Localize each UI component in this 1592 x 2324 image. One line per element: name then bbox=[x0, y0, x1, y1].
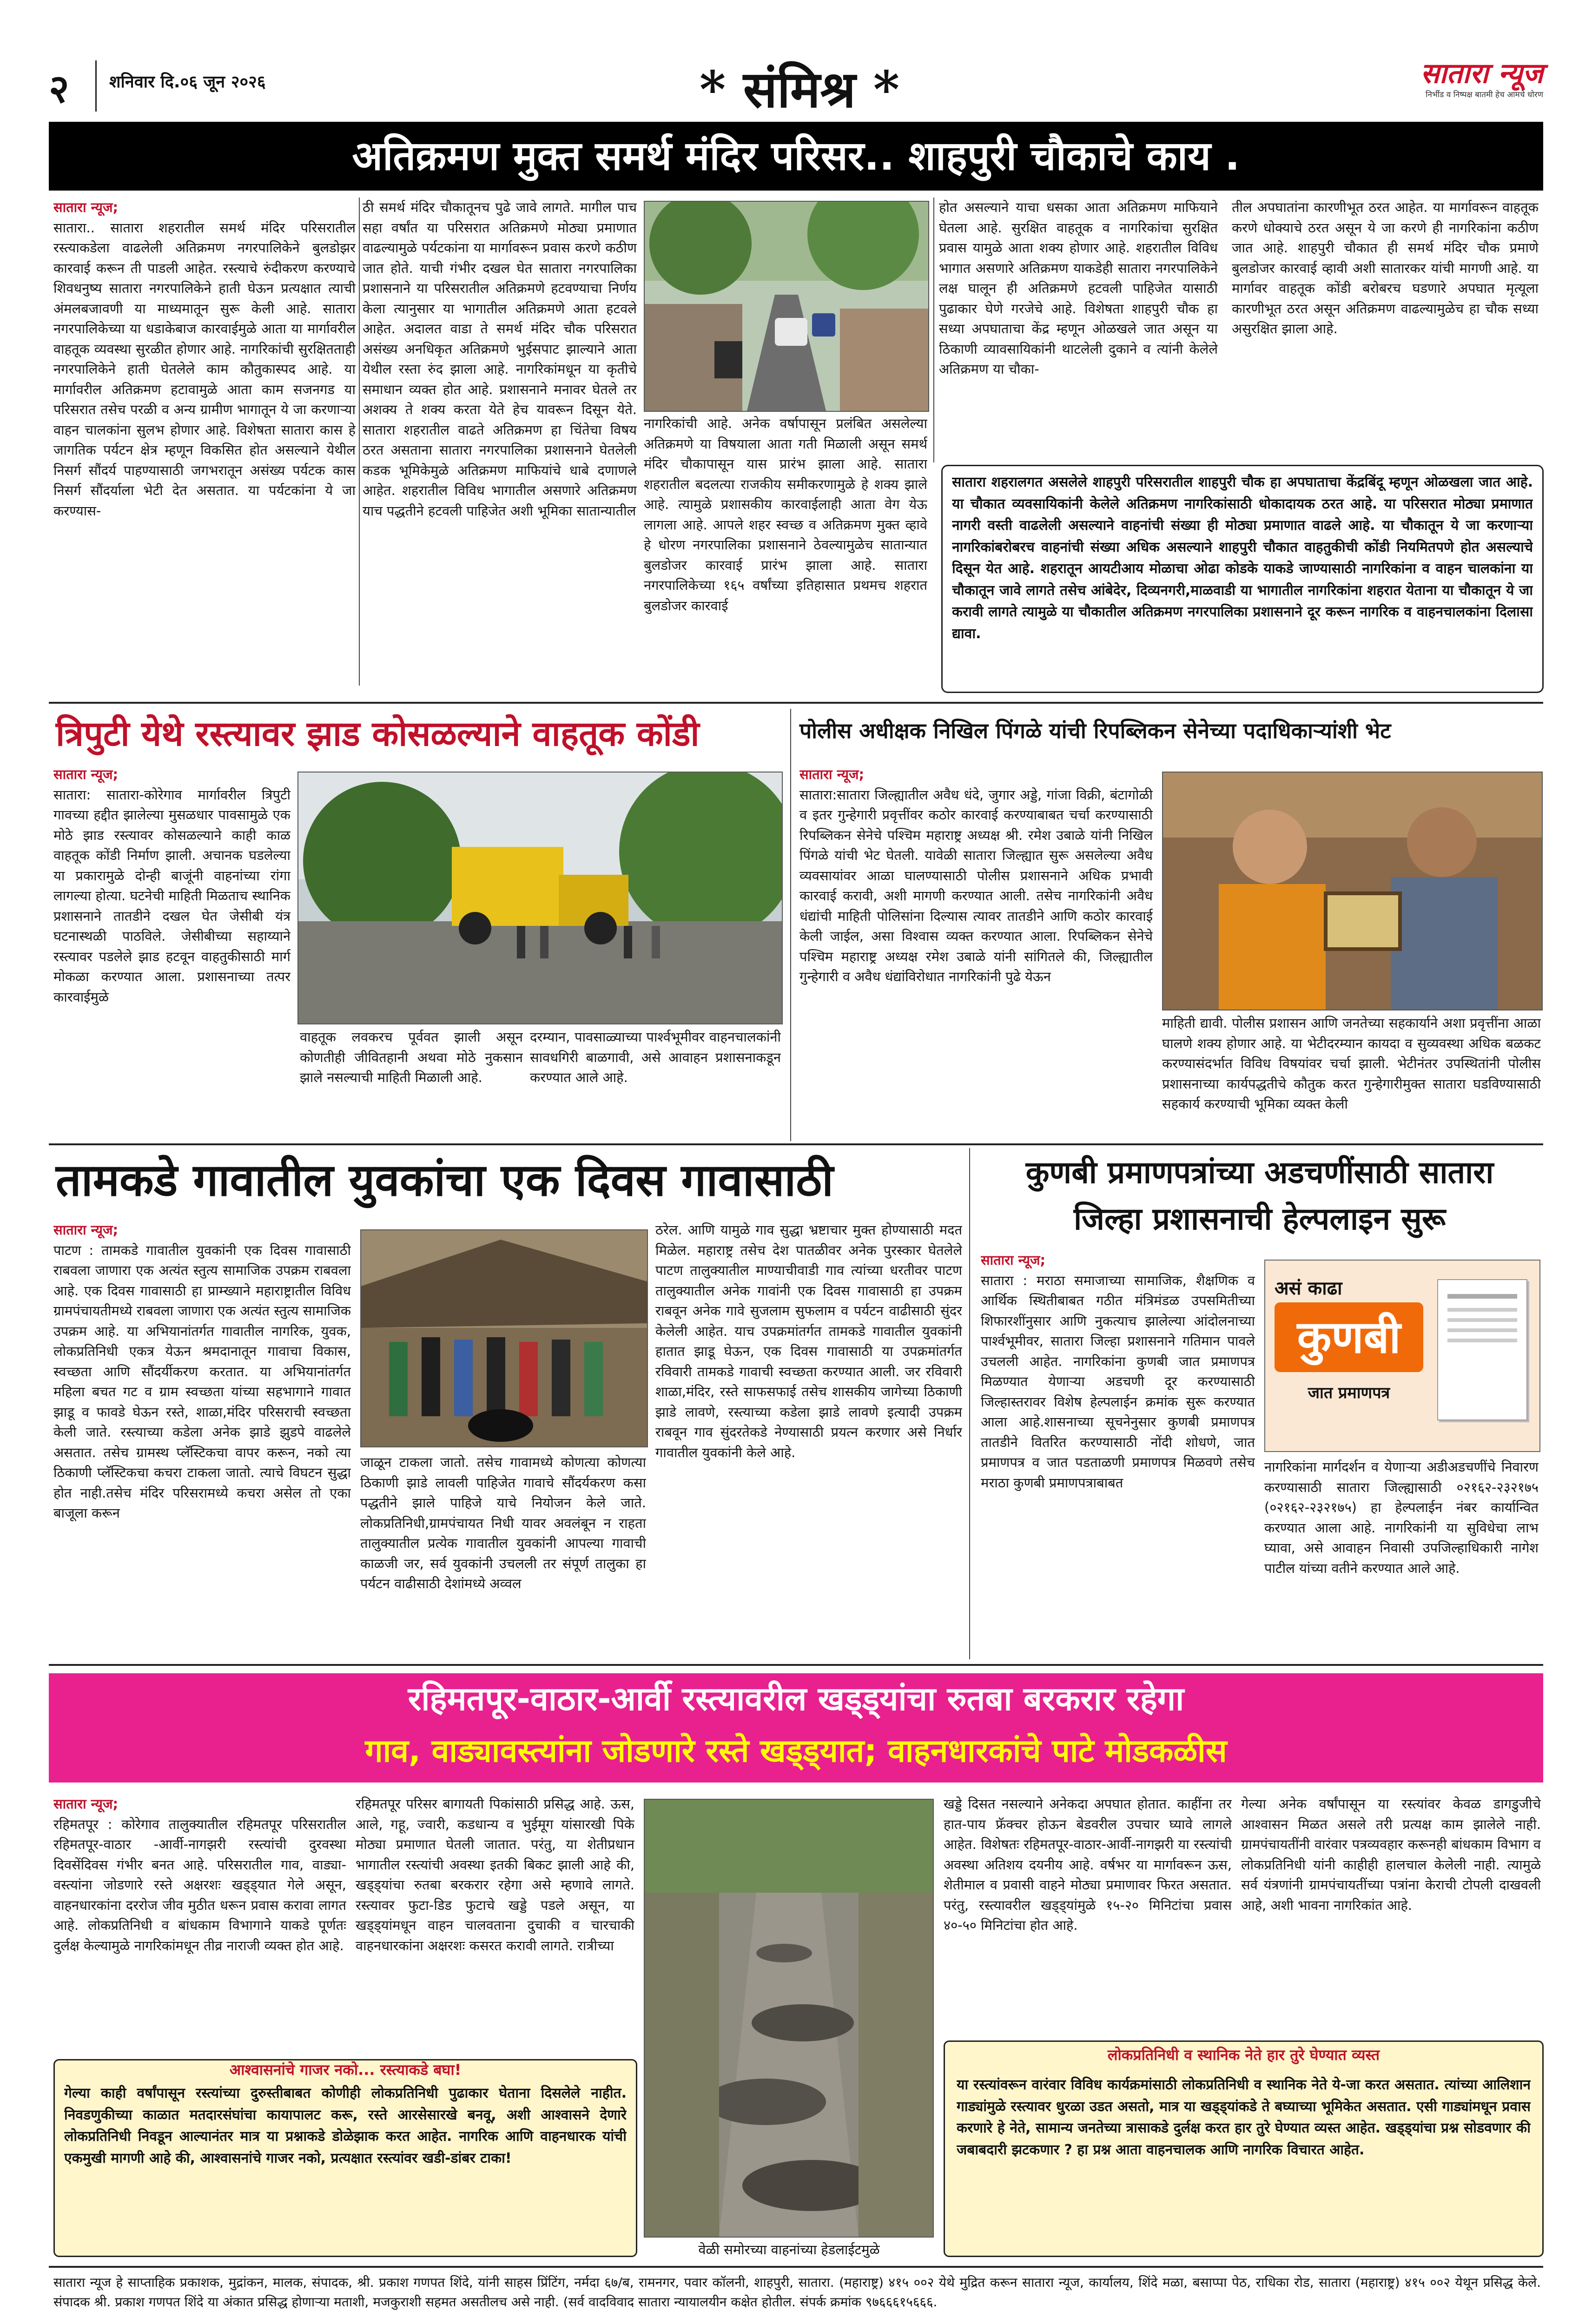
story5-poster bbox=[1264, 1260, 1540, 1452]
story5-col1-text: सातारा : मराठा समाजाच्या सामाजिक, शैक्षणिक व आर्थिक स्थितीबाबत गठीत मंत्रिमंडळ उपसमितीच्या शिफारशींनुसार आणि नुकत्याच झालेल्या आंदोलनाच्या पार्श्वभूमीवर, सातारा जिल्हा प्रशासनाने गतिमान पावले उचलली आहेत. नागरिकांना कुणबी जात प्रमाणपत्र मिळण्यात येणाऱ्या अडचणी दूर करण्यासाठी जिल्हास्तरावर विशेष हेल्पलाईन क्रमांक सुरू करण्यात आला आहे.शासनाच्या सूचनेनुसार कुणबी प्रमाणपत्र तातडीने वितरित करण्यासाठी नोंदी शोधणे, जात प्रमाणपत्र व जात पडताळणी प्रमाणपत्र मिळवणे तसेच मराठा कुणबी प्रमाणपत्राबाबत bbox=[981, 1272, 1255, 1491]
brand-logo bbox=[1339, 58, 1543, 109]
story1-column-2 bbox=[363, 198, 637, 686]
issue-date: शनिवार दि.०६ जून २०२६ bbox=[109, 73, 266, 92]
damaged-road-image bbox=[645, 1800, 933, 2237]
section-divider bbox=[49, 1143, 1543, 1145]
story4-column-2 bbox=[360, 1452, 646, 1657]
story4-column-1 bbox=[53, 1220, 351, 1657]
story6-box1-title: आश्वासनांचे गाजर नको... रस्त्याकडे बघा! bbox=[229, 2061, 462, 2079]
story3-col1-text: सातारा:सातारा जिल्ह्यातील अवैध धंदे, जुगार अड्डे, गांजा विक्री, बंटागोळी व इतर गुन्हेगारी प्रवृत्तींवर कठोर कारवाई करण्याबाबत चर्चा करण्यासाठी रिपब्लिकन सेनेचे पश्चिम महाराष्ट्र अध्यक्ष श्री. रमेश उबाळे यांनी निखिल पिंगळे यांची भेट घेतली. यावेळी सातारा जिल्ह्यात सुरू असलेल्या अवैध व्यवसायांवर आळा घालण्यासाठी पोलीस प्रशासनाने अधिक प्रभावी कारवाई करावी, अशी मागणी करण्यात आली. तसेच नागरिकांनी अवैध धंद्यांची माहिती पोलिसांना दिल्यास त्यावर तातडीने आणि कठोर कारवाई केली जाईल, असा विश्वास व्यक्त करण्यात आला. रिपब्लिकन सेनेचे पश्चिम महाराष्ट्र अध्यक्ष रमेश उबाळे यांनी सांगितले की, जिल्ह्यातील गुन्हेगारी व अवैध धंद्यांविरोधात नागरिकांनी पुढे येऊन bbox=[799, 786, 1153, 984]
story2-fallen-tree-photo bbox=[297, 772, 783, 1024]
story1-headline: अतिक्रमण मुक्त समर्थ मंदिर परिसर.. शाहपुरी चौकाचे काय . bbox=[352, 133, 1240, 179]
imprint-marathi-text: सातारा न्यूज हे साप्ताहिक प्रकाशक, मुद्रांकन, मालक, संपादक, श्री. प्रकाश गणपत शिंदे, यांनी साहस प्रिंटिंग, नर्मदा ६७/ब, रामनगर, पवार कॉलनी, शाहपुरी, सातारा. (महाराष्ट्र) ४१५ ००२ येथे मुद्रित करून सातारा न्यूज, कार्यालय, शिंदे मळा, बसाप्पा पेठ, राधिका रोड, सातारा (महाराष्ट्र) ४१५ ००२ येथून प्रसिद्ध केले. संपादक श्री. प्रकाश गणपत शिंदे या अंकात प्रसिद्ध होणाऱ्या मताशी, मजकुराशी सहमत असतीलच असे नाही. (सर्व वादविवाद सातारा न्यायालयीन कक्षेत होतील. संपर्क क्रमांक ९७६६६१५६६६. bbox=[53, 2275, 1541, 2310]
poster-line3: जात प्रमाणपत्र bbox=[1308, 1384, 1390, 1402]
story6-box2-title: लोकप्रतिनिधी व स्थानिक नेते हार तुरे घेण्यात व्यस्त bbox=[1107, 2046, 1380, 2064]
story6-col3-text: खड्डे दिसत नसल्याने अनेकदा अपघात होतात. काहींना तर हात-पाय फ्रॅक्चर होऊन बेडवरील उपचार घ्यावे लागले आहेत. विशेषतः रहिमतपूर-वाठार-आर्वी-नागझरी या रस्त्यांची अवस्था अतिशय दयनीय आहे. वर्षभर या मार्गावरून ऊस, शेतीमाल व प्रवासी वाहने मोठ्या प्रमाणावर फिरत असतात. परंतु, रस्त्यावरील खड्ड्यांमुळे १५-२० मिनिटांचा प्रवास ४०-५० मिनिटांचा होत आहे. bbox=[944, 1796, 1232, 1933]
column-rule bbox=[933, 198, 934, 462]
story6-col4-text: गेल्या अनेक वर्षांपासून या रस्त्यांवर केवळ डागडुजीचे आश्वासन मिळत असले तरी प्रत्यक्ष काम झालेले नाही. ग्रामपंचायतींनी वारंवार पत्रव्यवहार करूनही बांधकाम विभाग व लोकप्रतिनिधी यांनी काहीही हालचाल केलेली नाही. त्यामुळे सर्व यंत्रणांनी ग्रामपंचायतींच्या पत्रांना केराची टोपली दाखवली आहे, अशी भावना नागरिकांत आहे. bbox=[1241, 1796, 1541, 1913]
story3-col2-text: माहिती द्यावी. पोलीस प्रशासन आणि जनतेच्या सहकार्याने अशा प्रवृत्तींना आळा घालणे शक्य होणार आहे. या भेटीदरम्यान कायदा व सुव्यवस्था अधिक बळकट करण्यासंदर्भात विविध विषयांवर चर्चा झाली. भेटीनंतर उपस्थितांनी पोलीस प्रशासनाच्या कार्यपद्धतीचे कौतुक करत गुन्हेगारीमुक्त सातारा घडविण्यासाठी सहकार्य करण्याची भूमिका व्यक्त केली bbox=[1162, 1015, 1541, 1112]
story3-byline: सातारा न्यूज; bbox=[799, 766, 865, 782]
story1-col3-text: नागरिकांची आहे. अनेक वर्षापासून प्रलंबित असलेल्या अतिक्रमणे या विषयाला आता गती मिळाली असून समर्थ मंदिर चौकापासून यास प्रारंभ झाला आहे. सातारा शहरातील बदलत्या राजकीय समीकरणामुळे हे शक्य झाले आहे. त्यामुळे प्रशासकीय कारवाईलाही आता वेग येऊ लागला आहे. आपले शहर स्वच्छ व अतिक्रमण मुक्त व्हावे हे धोरण नगरपालिका प्रशासनाने ठेवल्यामुळेच सातान्यात बुलडोजर कारवाई प्रारंभ झाला आहे. सातारा नगरपालिकेच्या १६५ वर्षांच्या इतिहासात प्रथमच शहरात बुलडोजर कारवाई bbox=[644, 416, 927, 614]
story1-headline-bar bbox=[49, 122, 1543, 191]
story1-col4-text: होत असल्याने याचा धसका आता अतिक्रमण माफियाने घेतला आहे. सुरक्षित वाहतूक व नागरिकांचा सुरक्षित प्रवास यामुळे आता शक्य होणार आहे. शहरातील विविध भागात असणारे अतिक्रमण याकडेही सातारा नगरपालिकेने लक्ष घालून ही अतिक्रमणे हटवली पाहिजेत यासाठी पुढाकार घेणे गरजेचे आहे. विशेषता शाहपुरी चौक हा सध्या अपघाताचा केंद्र म्हणून ओळखले जात असून या ठिकाणी व्यावसायिकांनी थाटलेली दुकाने व त्यांनी केलेले अतिक्रमण या चौका- bbox=[939, 199, 1218, 377]
story1-street-photo bbox=[644, 201, 929, 412]
story6-box2 bbox=[944, 2040, 1544, 2257]
story5-headline-line1: कुणबी प्रमाणपत्रांच्या अडचणींसाठी सातारा bbox=[1025, 1155, 1494, 1190]
story3-meeting-photo bbox=[1162, 772, 1543, 1010]
fallen-tree-image bbox=[298, 772, 782, 1023]
brand-tagline: निर्भीड व निष्पक्ष बातमी हेच आमचे धोरण bbox=[1426, 90, 1543, 99]
story6-column-4 bbox=[1241, 1794, 1541, 2036]
story1-column-5 bbox=[1232, 198, 1539, 460]
section-divider bbox=[49, 1664, 1543, 1666]
story3-column-1 bbox=[799, 765, 1153, 1136]
story2-caption-1 bbox=[300, 1027, 523, 1136]
story5-column-1 bbox=[981, 1250, 1255, 1655]
story6-col1-text: रहिमतपूर : कोरेगाव तालुक्यातील रहिमतपूर परिसरातील रहिमतपूर-वाठार -आर्वी-नागझरी रस्त्यांची दुरवस्था दिवसेंदिवस गंभीर बनत आहे. परिसरातील गाव, वाड्या-वस्त्यांना जोडणारे रस्ते अक्षरशः खड्ड्यात गेले असून, वाहनधारकांना दररोज जीव मुठीत धरून प्रवास करावा लागत आहे. लोकप्रतिनिधी व बांधकाम विभागाने याकडे पूर्णतः दुर्लक्ष केल्यामुळे नागरिकांमधून तीव्र नाराजी व्यक्त होत आहे. bbox=[53, 1816, 346, 1954]
story2-column-1 bbox=[53, 765, 291, 1136]
story6-photo-caption: वेळी समोरच्या वाहनांच्या हेडलाईटमुळे bbox=[698, 2242, 880, 2258]
story2-caption-2 bbox=[530, 1027, 781, 1136]
story4-cleanup-photo bbox=[360, 1229, 648, 1447]
story3-column-2 bbox=[1162, 1013, 1541, 1136]
section-title: * संमिश्र * bbox=[699, 60, 900, 119]
masthead-divider bbox=[95, 60, 97, 112]
story2-byline: सातारा न्यूज; bbox=[53, 766, 119, 782]
story4-col3-text: ठरेल. आणि यामुळे गाव सुद्धा भ्रष्टाचार मुक्त होण्यासाठी मदत मिळेल. महाराष्ट्र तसेच देश पातळीवर अनेक पुरस्कार घेतलेले पाटण तालुक्यातील माण्याचीवाडी गाव त्यांच्या धरतीवर पाटण तालुक्यातील अनेक गावांनी एक दिवस गावासाठी हा उपक्रम राबवून अनेक गावे सुजलाम सुफलाम व पर्यटन वाढीसाठी सुंदर केलेली आहेत. याच उपक्रमांतर्गत तामकडे गावातील युवकांनी हातात झाडू घेऊन, एक दिवस गावासाठी या उपक्रमांतर्गत रविवारी तामकडे गावाची स्वच्छता करण्यात आली. जर रविवारी शाळा,मंदिर, रस्ते साफसफाई तसेच शासकीय जागेच्या ठिकाणी झाडे लावणे, रस्त्याच्या कडेला झाडे लावणे इत्यादी उपक्रम राबवून गाव सुंदरतेकडे नेण्यासाठी प्रयत्न करणार असे निर्धार गावातील युवकांनी केले आहे. bbox=[655, 1222, 962, 1460]
story5-col2-text: नागरिकांना मार्गदर्शन व येणाऱ्या अडीअडचणींचे निवारण करण्यासाठी सातारा जिल्ह्यासाठी ०२१६२-२३२१७५ (०२१६२-२३२१७५) हा हेल्पलाईन नंबर कार्यान्वित करण्यात आला आहे. नागरिकांनी या सुविधेचा लाभ घ्यावा, असे आवाहन निवासी उपजिल्हाधिकारी नागेश पाटील यांच्या वतीने करण्यात आले आहे. bbox=[1264, 1459, 1539, 1576]
story1-box-text: सातारा शहरालगत असलेले शाहपुरी परिसरातील शाहपुरी चौक हा अपघाताचा केंद्रबिंदू म्हणून ओळखला जात आहे. या चौकात व्यवसायिकांनी केलेले अतिक्रमण नागरिकांसाठी धोकादायक ठरत आहे. या परिसरात मोठ्या प्रमाणात नागरी वस्ती वाढलेली असल्याने वाहनांची संख्या ही मोठ्या प्रमाणात वाढले आहे. या चौकातून ये जा करणाऱ्या नागरिकांबरोबरच वाहनांची संख्या अधिक असल्याने शाहपुरी चौकात वाहतुकीची कोंडी नियमितपणे होत असल्याचे दिसून येत आहे. शहरातून आयटीआय मोळाचा ओढा कोडके याकडे जाण्यासाठी नागरिकांना व वाहन चालकांना या चौकातून जावे लागते तसेच आंबेदेर, दिव्यनगरी,माळवाडी या भागातील नागरिकांना शहरात येताना या चौकातून ये जा करावी लागते त्यामुळे या चौकातील अतिक्रमण नगरपालिका प्रशासनाने दूर करून नागरिक व वाहनचालकांना दिलासा द्यावा. bbox=[952, 474, 1533, 642]
story6-headline-line1: रहिमतपूर-वाठार-आर्वी रस्त्यावरील खड्ड्यांचा रुतबा बरकरार रहेगा bbox=[408, 1680, 1184, 1718]
story4-col2-text: जाळून टाकला जातो. तसेच गावामध्ये कोणत्या कोणत्या ठिकाणी झाडे लावली पाहिजेत गावाचे सौंदर्यकरण कसा पद्धतीने झाले पाहिजे याचे नियोजन केले जाते. लोकप्रतिनिधी,ग्रामपंचायत निधी यावर अवलंबून न राहता तालुक्यातील प्रत्येक गावातील युवकांनी आपल्या गावाची काळजी जर, सर्व युवकांनी उचलली तर संपूर्ण तालुका हा पर्यटन वाढीसाठी देशांमध्ये अव्वल bbox=[360, 1454, 646, 1591]
meeting-image bbox=[1163, 772, 1542, 1010]
story4-col1-text: पाटण : तामकडे गावातील युवकांनी एक दिवस गावासाठी राबवला जाणारा एक अत्यंत स्तुत्य सामाजिक उपक्रम राबवला आहे. एक दिवस गावासाठी हा प्राम्ख्याने महाराष्ट्रातील विविध ग्रामपंचायतीमध्ये राबवला जाणारा एक अत्यंत स्तुत्य सामाजिक उपक्रम आहे. या अभियानांतर्गत गावातील नागरिक, युवक, लोकप्रतिनिधी एकत्र येऊन श्रमदानातून गावाचा विकास, स्वच्छता आणि सौंदर्यीकरण करतात. या अभियानांतर्गत महिला बचत गट व ग्राम स्वच्छता यांच्या सहभागाने गावात झाडू व फावडे घेऊन रस्ते, शाळा,मंदिर परिसराची स्वच्छता केली जाते. रस्त्याच्या कडेला अनेक झाडे झुडपे वाढलेले असतात. तसेच ग्रामस्थ प्लॅस्टिकचा वापर करून, नको त्या ठिकाणी प्लॅस्टिकचा कचरा टाकला जातो. त्याचे विघटन सुद्धा होत नाही.तसेच मंदिर परिसरामध्ये कचरा असेल तो एका बाजूला करून bbox=[53, 1242, 351, 1521]
story5-column-2 bbox=[1264, 1457, 1539, 1655]
column-rule bbox=[790, 709, 791, 1141]
story6-column-3 bbox=[944, 1794, 1232, 2036]
story6-box2-text: या रस्त्यांवरून वारंवार विविध कार्यक्रमांसाठी लोकप्रतिनिधी व स्थानिक नेते ये-जा करत असतात. त्यांच्या आलिशान गाड्यांमुळे रस्त्यावर धुरळा उडत असतो, मात्र या खड्ड्यांकडे ते बघ्याच्या भूमिकेत असतात. एसी गाड्यांमधून प्रवास करणारे हे नेते, सामान्य जनतेच्या त्रासाकडे दुर्लक्ष करत हार तुरे घेण्यात व्यस्त आहेत. खड्ड्यांचा प्रश्न सोडवणार की जबाबदारी झटकणार ? हा प्रश्न आता वाहनचालक आणि नागरिक विचारत आहेत. bbox=[957, 2077, 1531, 2158]
story4-column-3 bbox=[655, 1220, 962, 1657]
story6-box1-text: गेल्या काही वर्षांपासून रस्त्यांच्या दुरुस्तीबाबत कोणीही लोकप्रतिनिधी पुढाकार घेताना दिसलेले नाहीत. निवडणुकीच्या काळात मतदारसंघांचा कायापालट करू, रस्ते आरसेसारखे बनवू, अशी आश्वासने देणारे लोकप्रतिनिधी निवडून आल्यानंतर मात्र या प्रश्नाकडे डोळेझाक करत आहेत. नागरिक आणि वाहनधारक यांची एकमुखी मागणी आहे की, आश्वासनांचे गाजर नको, प्रत्यक्षात रस्त्यांवर खडी-डांबर टाका! bbox=[64, 2085, 627, 2166]
story1-column-1 bbox=[53, 198, 356, 686]
poster-line1: असं काढा bbox=[1275, 1278, 1342, 1299]
story6-col2-text: रहिमतपूर परिसर बागायती पिकांसाठी प्रसिद्ध आहे. ऊस, आले, गहू, ज्वारी, कडधान्य व भुईमूग यांसारखी पिके मोठ्या प्रमाणात घेतली जातात. परंतु, या शेतीप्रधान भागातील रस्त्यांची अवस्था इतकी बिकट झाली आहे की, खड्ड्यांचा रुतबा बरकरार रहेगा असे म्हणावे लागते. रस्त्यावर फुटा-डिड फुटाचे खड्डे पडले असून, या खड्ड्यांमधून वाहन चालवताना दुचाकी व चारचाकी वाहनधारकांना अक्षरशः कसरत करावी लागते. रात्रीच्या bbox=[356, 1796, 634, 1954]
story6-byline: सातारा न्यूज; bbox=[53, 1796, 119, 1812]
story2-cap1-text: वाहतूक लवकरच पूर्ववत झाली असून कोणतीही जीवितहानी अथवा मोठे नुकसान झाले नसल्याची माहिती मिळाली आहे. bbox=[300, 1029, 523, 1085]
page-number: २ bbox=[49, 66, 69, 112]
story4-headline: तामकडे गावातील युवकांचा एक दिवस गावासाठी bbox=[56, 1154, 833, 1206]
story1-highlight-box bbox=[941, 465, 1544, 693]
story6-headline-bar bbox=[49, 1673, 1543, 1783]
story2-headline: त्रिपुटी येथे रस्त्यावर झाड कोसळल्याने वाहतूक कोंडी bbox=[56, 714, 700, 754]
story4-byline: सातारा न्यूज; bbox=[53, 1222, 119, 1238]
story2-cap2-text: दरम्यान, पावसाळ्याच्या पार्श्वभूमीवर वाहनचालकांनी सावधगिरी बाळगावी, असे आवाहन प्रशासनाकडून करण्यात आले आहे. bbox=[530, 1029, 781, 1085]
section-divider bbox=[49, 702, 1543, 704]
column-rule bbox=[359, 198, 360, 686]
imprint-marathi bbox=[53, 2273, 1541, 2324]
street-scene-image bbox=[645, 202, 928, 411]
poster-line2: कुणबी bbox=[1275, 1302, 1423, 1372]
story3-headline: पोलीस अधीक्षक निखिल पिंगळे यांची रिपब्लिकन सेनेच्या पदाधिकाऱ्यांशी भेट bbox=[799, 718, 1391, 743]
story6-pothole-photo bbox=[644, 1799, 934, 2238]
village-cleanup-image bbox=[361, 1230, 647, 1446]
story1-col1-text: सातारा.. सातारा शहरातील समर्थ मंदिर परिसरातील रस्त्याकडेला वाढलेली अतिक्रमण नगरपालिकेने बुलडोझर कारवाई करून ती पाडली आहेत. रस्त्याचे रुंदीकरण करण्याचे शिवधनुष्य सातारा नगरपालिकेने हाती घेऊन प्रत्यक्षात त्याची अंमलबजावणी या माध्यमातून सुरू केली आहे. सातारा नगरपालिकेच्या या धडाकेबाज कारवाईमुळे आता या मार्गावरील वाहतूक व्यवस्था सुरळीत होणार आहे. नागरिकांची सुरक्षितताही नगरपालिकेने हाती घेतलेले काम कौतुकास्पद आहे. या मार्गावरील अतिक्रमण हटावामुळे आता काम सजनगड या परिसरात तसेच परळी व अन्य ग्रामीण भागातून ये जा करणाऱ्या वाहन चालकांना सुलभ होणार आहे. विशेषता सातारा कास हे जागतिक पर्यटन क्षेत्र म्हणून विकसित होत असल्याने येथील निसर्ग सौंदर्य पाहण्यासाठी जगभरातून असंख्य पर्यटक कास निसर्ग सौंदर्याला भेटी देत असतात. या पर्यटकांना ये जा करण्यास- bbox=[53, 219, 356, 519]
brand-name: सातारा न्यूज bbox=[1420, 57, 1543, 90]
story6-column-1 bbox=[53, 1794, 346, 2050]
certificate-document-icon bbox=[1437, 1279, 1527, 1420]
story1-column-3 bbox=[644, 414, 927, 686]
story1-col5-text: तील अपघातांना कारणीभूत ठरत आहेत. या मार्गावरून वाहतूक करणे धोक्याचे ठरत असून ये जा करणे ही नागरिकांना कठीण जात आहे. शाहपुरी चौकात ही समर्थ मंदिर चौक प्रमाणे बुलडोजर कारवाई व्हावी अशी सातारकर यांची मागणी आहे. या मार्गावर वाहतूक कोंडी बरोबरच घडणारे अपघात मृत्यूला कारणीभूत ठरत असून अतिक्रमण वाढल्यामुळेच हा चौक सध्या असुरक्षित झाला आहे. bbox=[1232, 199, 1539, 337]
masthead bbox=[0, 0, 1592, 119]
story1-byline: सातारा न्यूज; bbox=[53, 199, 119, 215]
story6-column-2 bbox=[356, 1794, 634, 2050]
story6-headline-line2: गाव, वाड्यावस्त्यांना जोडणारे रस्ते खड्ड्यात; वाहनधारकांचे पाटे मोडकळीस bbox=[365, 1733, 1227, 1769]
section-divider bbox=[49, 2266, 1543, 2268]
story1-column-4 bbox=[939, 198, 1218, 460]
story2-col1-text: सातारा: सातारा-कोरेगाव मार्गावरील त्रिपुटी गावच्या हद्दीत झालेल्या मुसळधार पावसामुळे एक मोठे झाड रस्त्यावर कोसळल्याने काही काळ वाहतूक कोंडी निर्माण झाली. अचानक घडलेल्या या प्रकारामुळे दोन्ही बाजूंनी वाहनांच्या रांगा लागल्या होत्या. घटनेची माहिती मिळताच स्थानिक प्रशासनाने तातडीने दखल घेत जेसीबी यंत्र घटनास्थळी पाठविले. जेसीबीच्या सहाय्याने रस्त्यावर पडलेले झाड हटवून वाहतुकीसाठी मार्ग मोकळा करण्यात आला. प्रशासनाच्या तत्पर कारवाईमुळे bbox=[53, 786, 291, 1005]
story5-byline: सातारा न्यूज; bbox=[981, 1252, 1046, 1268]
story1-col2-text: ठी समर्थ मंदिर चौकातूनच पुढे जावे लागते. मागील पाच सहा वर्षांत या परिसरात अतिक्रमणे मोठ्या प्रमाणात वाढल्यामुळे पर्यटकांना या मार्गावरून प्रवास करणे कठीण जात होते. याची गंभीर दखल घेत सातारा नगरपालिका प्रशासनाने या परिसरातील अतिक्रमणे हटवण्याचा निर्णय केला त्यानुसार या भागातील अतिक्रमणे आता हटवले आहेत. अदालत वाडा ते समर्थ मंदिर चौक परिसरात असंख्य अनधिकृत अतिक्रमणे भुईसपाट झाल्याने आता येथील रस्ता रुंद झाला आहे. नागरिकांमधून या कृतीचे समाधान व्यक्त होत आहे. प्रशासनाने मनावर घेतले तर अशक्य ते शक्य करता येते हेच यावरून दिसून येते. सातारा शहरातील वाढते अतिक्रमण हा चिंतेचा विषय ठरत असताना सातारा नगरपालिका प्रशासनाने घेतलेली कडक भूमिकेमुळे अतिक्रमण माफियांचे धाबे दणाणले आहेत. शहरातील विविध भागातील असणारे अतिक्रमण याच पद्धतीने हटवली पाहिजेत अशी भूमिका सातान्यातील bbox=[363, 199, 637, 519]
story6-box1 bbox=[53, 2059, 637, 2257]
story5-headline-line2: जिल्हा प्रशासनाची हेल्पलाइन सुरू bbox=[1073, 1201, 1446, 1237]
column-rule bbox=[969, 1148, 970, 1659]
